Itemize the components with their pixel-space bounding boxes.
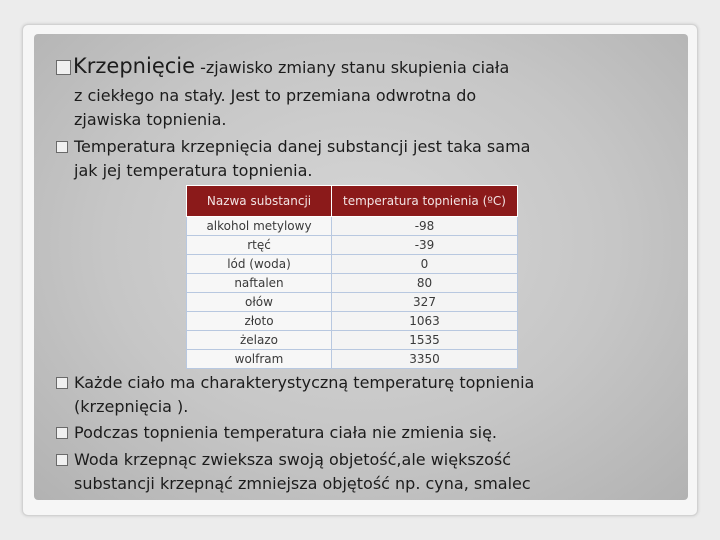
substance-name: naftalen bbox=[187, 274, 332, 293]
bullet-square-icon bbox=[56, 427, 68, 439]
paragraph-water bbox=[56, 450, 511, 470]
text-line: Woda krzepnąc zwieksza swoją objetość,ale większość bbox=[74, 450, 511, 469]
text-line: Każde ciało ma charakterystyczną temperaturę topnienia bbox=[74, 373, 535, 392]
table-row bbox=[187, 217, 518, 236]
bullet-square-icon bbox=[56, 377, 68, 389]
header-melting-temperature: temperatura topnienia (ºC) bbox=[332, 186, 518, 217]
melting-point: 0 bbox=[332, 255, 518, 274]
melting-point: 3350 bbox=[332, 350, 518, 369]
melting-point: -39 bbox=[332, 236, 518, 255]
definition-text: -zjawisko zmiany stanu skupienia ciała bbox=[195, 58, 510, 77]
term-krzepniecie: Krzepnięcie bbox=[73, 54, 196, 78]
substance-name: lód (woda) bbox=[187, 255, 332, 274]
table-row bbox=[187, 312, 518, 331]
melting-temperature-table bbox=[186, 185, 517, 369]
paragraph-characteristic bbox=[56, 373, 534, 393]
paragraph-definition bbox=[56, 56, 509, 78]
table-row bbox=[187, 350, 518, 369]
table-header-row bbox=[187, 186, 518, 217]
substance-name: wolfram bbox=[187, 350, 332, 369]
table-row bbox=[187, 293, 518, 312]
melting-point: 80 bbox=[332, 274, 518, 293]
bullet-square-icon bbox=[56, 141, 68, 153]
melting-point: 1535 bbox=[332, 331, 518, 350]
text-line: (krzepnięcia ). bbox=[74, 397, 189, 416]
bullet-square-icon bbox=[56, 454, 68, 466]
text-line: jak jej temperatura topnienia. bbox=[74, 161, 313, 180]
substance-name: żelazo bbox=[187, 331, 332, 350]
bullet-square-icon bbox=[56, 60, 71, 75]
substance-name: złoto bbox=[187, 312, 332, 331]
text-line: zjawiska topnienia. bbox=[74, 110, 227, 129]
header-substance: Nazwa substancji bbox=[187, 186, 332, 217]
melting-point: -98 bbox=[332, 217, 518, 236]
paragraph-temperature bbox=[56, 137, 530, 157]
table-row bbox=[187, 331, 518, 350]
text-line: z ciekłego na stały. Jest to przemiana odwrotna do bbox=[74, 86, 477, 105]
paragraph-melting bbox=[56, 423, 497, 443]
melting-point: 1063 bbox=[332, 312, 518, 331]
substance-name: alkohol metylowy bbox=[187, 217, 332, 236]
substance-name: rtęć bbox=[187, 236, 332, 255]
text-line: Podczas topnienia temperatura ciała nie zmienia się. bbox=[74, 423, 497, 442]
table-row bbox=[187, 236, 518, 255]
substance-name: ołów bbox=[187, 293, 332, 312]
table-row bbox=[187, 255, 518, 274]
melting-point: 327 bbox=[332, 293, 518, 312]
text-line: substancji krzepnąć zmniejsza objętość np. cyna, smalec bbox=[74, 474, 531, 493]
table-row bbox=[187, 274, 518, 293]
text-line: Temperatura krzepnięcia danej substancji jest taka sama bbox=[74, 137, 531, 156]
